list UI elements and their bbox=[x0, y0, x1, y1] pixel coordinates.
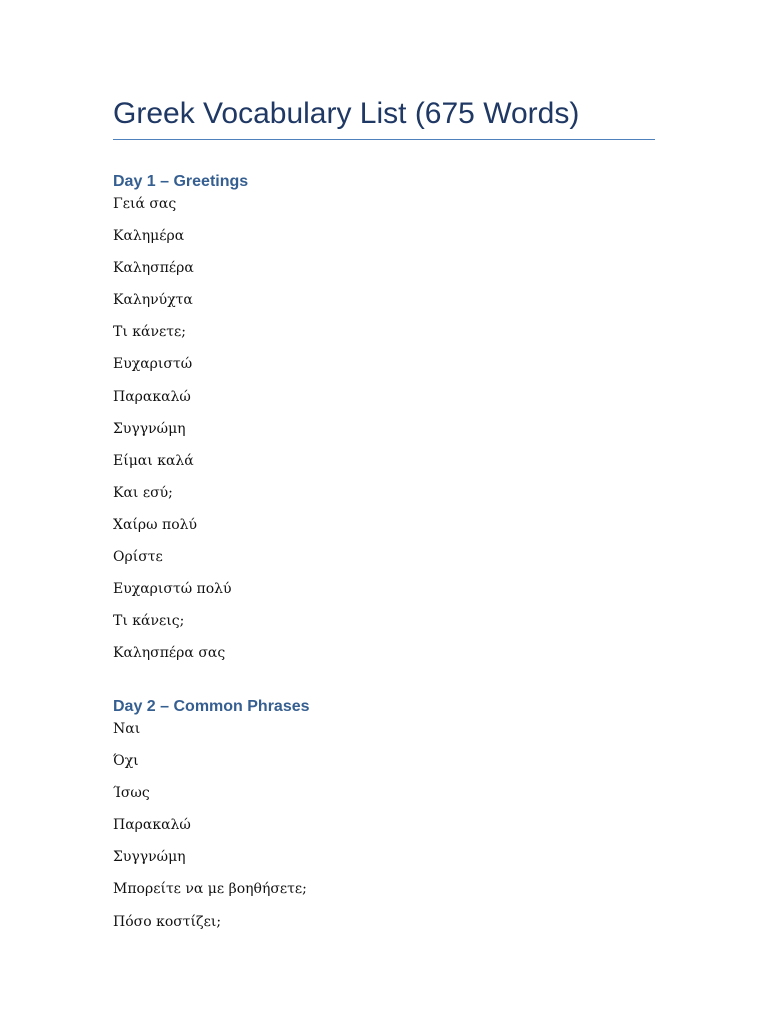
word-item: Όχι bbox=[113, 753, 139, 770]
word-item: Καλησπέρα σας bbox=[113, 645, 226, 662]
section-day-1 bbox=[113, 171, 248, 674]
word-item: Ορίστε bbox=[113, 549, 163, 566]
word-item: Συγγνώμη bbox=[113, 849, 186, 866]
word-item: Τι κάνεις; bbox=[113, 613, 185, 630]
word-item: Ευχαριστώ bbox=[113, 356, 193, 373]
section-heading: Day 2 – Common Phrases bbox=[113, 698, 310, 715]
word-item: Γειά σας bbox=[113, 196, 177, 212]
word-item: Χαίρω πολύ bbox=[113, 516, 198, 533]
word-item: Ναι bbox=[113, 721, 141, 737]
word-item: Ευχαριστώ πολύ bbox=[113, 581, 232, 598]
title-divider bbox=[113, 139, 655, 140]
document-title: Greek Vocabulary List (675 Words) bbox=[113, 97, 580, 130]
word-list bbox=[113, 193, 248, 674]
section-day-2 bbox=[113, 696, 310, 943]
word-item: Μπορείτε να με βοηθήσετε; bbox=[113, 881, 307, 898]
word-item: Συγγνώμη bbox=[113, 420, 186, 437]
word-item: Πόσο κοστίζει; bbox=[113, 913, 222, 930]
word-item: Ίσως bbox=[113, 785, 150, 802]
word-item: Και εσύ; bbox=[113, 484, 173, 501]
word-item: Παρακαλώ bbox=[113, 388, 191, 405]
word-item: Καλημέρα bbox=[113, 228, 185, 245]
word-item: Καληνύχτα bbox=[113, 292, 193, 309]
word-list bbox=[113, 718, 310, 943]
word-item: Καλησπέρα bbox=[113, 260, 194, 277]
word-item: Είμαι καλά bbox=[113, 452, 194, 469]
word-item: Παρακαλώ bbox=[113, 817, 191, 834]
word-item: Τι κάνετε; bbox=[113, 324, 186, 341]
section-heading: Day 1 – Greetings bbox=[113, 173, 249, 190]
